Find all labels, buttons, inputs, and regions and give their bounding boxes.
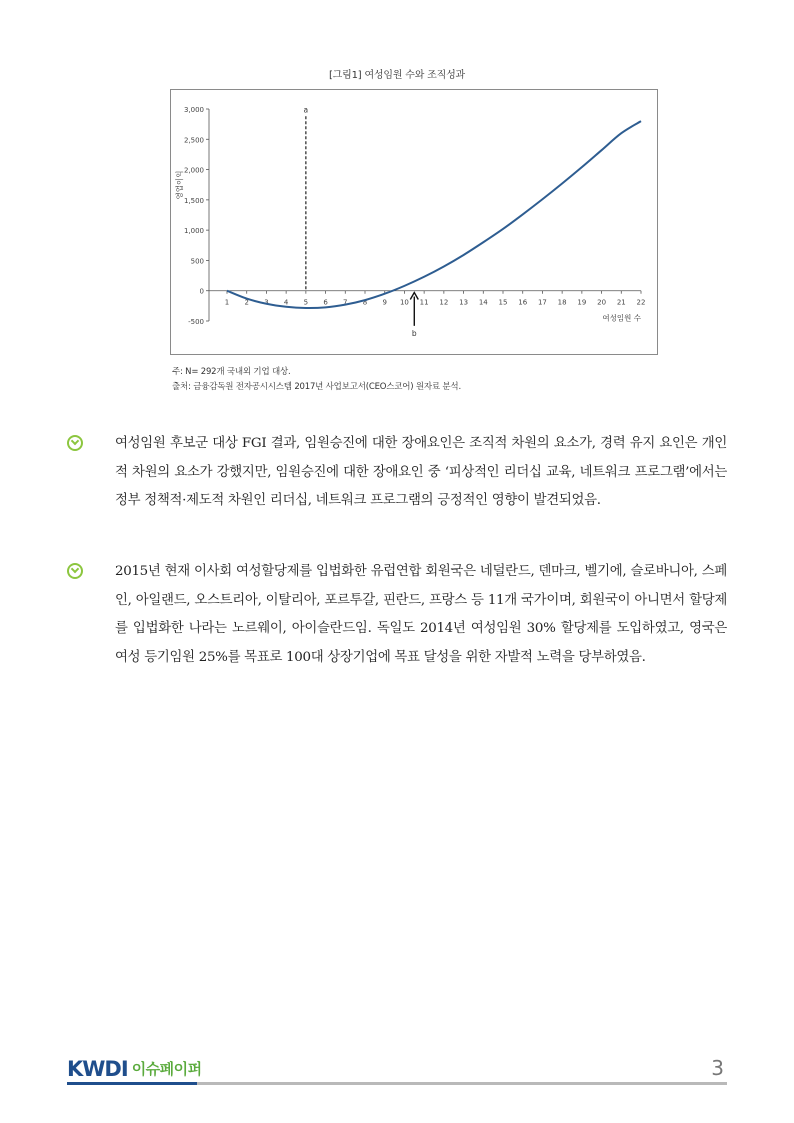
- x-tick-label: 2: [244, 298, 249, 307]
- x-axis-label: 여성임원 수: [602, 313, 641, 323]
- bullet-check-icon: [67, 563, 83, 579]
- x-tick-label: 15: [498, 298, 508, 307]
- x-tick-label: 18: [557, 298, 567, 307]
- y-tick-label: 0: [199, 287, 204, 296]
- figure-title: [그림1] 여성임원 수와 조직성과: [328, 70, 466, 81]
- x-tick-label: 13: [459, 298, 469, 307]
- figure-source: 출처: 금융감독원 전자공시시스템 2017년 사업보고서(CEO스코어) 원자료 분석.: [172, 382, 461, 392]
- x-tick-label: 16: [518, 298, 528, 307]
- logo-kwdi: KWDI: [67, 1057, 128, 1081]
- figure-note: 주: N= 292개 국내외 기업 대상.: [172, 367, 291, 377]
- y-tick-label: 2,500: [183, 136, 204, 145]
- x-tick-label: 12: [439, 298, 449, 307]
- annotation-a-label: a: [303, 105, 309, 115]
- x-tick-label: 21: [616, 298, 626, 307]
- x-tick-label: 1: [224, 298, 230, 307]
- x-tick-label: 3: [264, 298, 269, 307]
- annotation-b-label: b: [411, 328, 417, 338]
- y-tick-label: -500: [188, 318, 204, 326]
- x-tick-label: 4: [283, 298, 289, 307]
- y-tick-label: 2,000: [183, 166, 204, 175]
- y-axis-label: 영업이익: [175, 170, 184, 200]
- paragraph-2: 2015년 현재 이사회 여성할당제를 입법화한 유럽연합 회원국은 네덜란드, 덴마크, 벨기에, 슬로바니아, 스페인, 아일랜드, 오스트리아, 이탈리아, 포르투갈, 핀란드, 프랑스 등 11개 국가이며, 회원국이 아니면서 할당제를 입법화한 나라는 노르웨이, 아이슬란드임. 독일도 2014년 여성임원 30% 할당제를 도입하였고, 영국은 여성 등기임원 25%를 목표로 100대 상장기업에 목표 달성을 위한 자발적 노력을 당부하였음.: [115, 564, 727, 665]
- x-tick-label: 6: [323, 298, 328, 307]
- y-tick-label: 3,000: [183, 106, 204, 114]
- x-tick-label: 7: [343, 298, 348, 307]
- chart-svg: [171, 90, 659, 356]
- chart-frame: [170, 89, 658, 355]
- paragraph-1: 여성임원 후보군 대상 FGI 결과, 임원승진에 대한 장애요인은 조직적 차원의 요소가, 경력 유지 요인은 개인적 차원의 요소가 강했지만, 임원승진에 대한 장애요인 중 ‘피상적인 리더십 교육, 네트워크 프로그램’에서는 정부 정책적·제도적 차원인 리더십, 네트워크 프로그램의 긍정적인 영향이 발견되었음.: [115, 436, 727, 508]
- y-tick-label: 1,000: [183, 227, 204, 236]
- y-tick-label: 500: [190, 257, 204, 266]
- x-tick-label: 9: [382, 298, 387, 307]
- logo-issue-paper: 이슈페이퍼: [131, 1060, 202, 1078]
- page-number: 3: [711, 1056, 724, 1080]
- x-tick-label: 20: [597, 298, 607, 307]
- x-tick-label: 14: [478, 298, 488, 307]
- x-tick-label: 22: [636, 298, 646, 307]
- footer-logo: [67, 1057, 202, 1081]
- x-tick-label: 10: [399, 298, 409, 307]
- x-tick-label: 19: [577, 298, 587, 307]
- x-tick-label: 11: [419, 298, 429, 307]
- y-tick-label: 1,500: [183, 196, 204, 205]
- x-tick-label: 5: [303, 298, 309, 307]
- footer-rule-accent: [67, 1082, 197, 1085]
- x-tick-label: 17: [537, 298, 547, 307]
- bullet-check-icon: [67, 435, 83, 451]
- series-line: [224, 121, 641, 308]
- x-tick-label: 8: [362, 298, 368, 307]
